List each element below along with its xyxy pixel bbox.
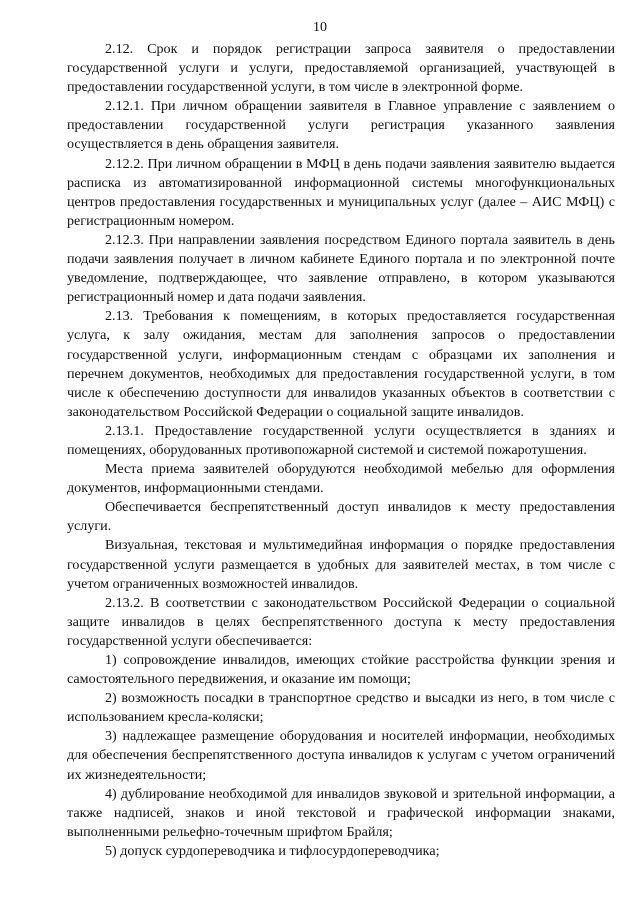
paragraph-2-12-1: 2.12.1. При личном обращении заявителя в Главное управление с заявлением о предоставлении государственной услуги регистрация указанного заявления осуществляется в день обращения заявителя.: [67, 98, 615, 153]
paragraph-2-13: 2.13. Требования к помещениям, в которых предоставляется государственная услуга, к залу ожидания, местам для заполнения запросов о предоставлении государственной услуги, информационным стендам с образцами их заполнения и перечнем документов, необходимых для предоставления государственной услуги, в том числе к обеспечению доступности для инвалидов указанных объектов в соответствии с законодательством Российской Федерации о социальной защите инвалидов.: [67, 308, 615, 420]
list-item-3: 3) надлежащее размещение оборудования и носителей информации, необходимых для обеспечения беспрепятственного доступа инвалидов к услугам с учетом ограничений их жизнедеятельности;: [67, 728, 615, 783]
paragraph-2-12-3: 2.12.3. При направлении заявления посредством Единого портала заявитель в день подачи заявления получает в личном кабинете Единого портала и по электронной почте уведомление, подтверждающее, что заявление отправлено, в котором указываются регистрационный номер и дата подачи заявления.: [67, 231, 615, 306]
paragraph-2-13-2: 2.13.2. В соответствии с законодательством Российской Федерации о социальной защите инвалидов в целях беспрепятственного доступа к месту предоставления государственной услуги обеспечивается:: [67, 594, 615, 649]
list-item-2: 2) возможность посадки в транспортное средство и высадки из него, в том числе с использованием кресла-коляски;: [67, 690, 615, 726]
paragraph-2-12: 2.12. Срок и порядок регистрации запроса заявителя о предоставлении государственной услуги и услуги, предоставляемой организацией, участвующей в предоставлении государственной услуги, в том числе в электронной форме.: [67, 41, 615, 96]
list-item-4: 4) дублирование необходимой для инвалидов звуковой и зрительной информации, а также надписей, знаков и иной текстовой и графической информации знаками, выполненными рельефно-точечным шрифтом Брайля;: [67, 785, 615, 840]
list-item-1: 1) сопровождение инвалидов, имеющих стойкие расстройства функции зрения и самостоятельного передвижения, и оказание им помощи;: [67, 652, 615, 688]
document-body: [67, 40, 615, 861]
paragraph-reception-places: Места приема заявителей оборудуются необходимой мебелью для оформления документов, информационными стендами.: [67, 461, 615, 497]
paragraph-2-12-2: 2.12.2. При личном обращении в МФЦ в день подачи заявления заявителю выдается расписка из автоматизированной информационной системы многофункциональных центров предоставления государственных и муниципальных услуг (далее – АИС МФЦ) с регистрационным номером.: [67, 155, 615, 229]
paragraph-2-13-1: 2.13.1. Предоставление государственной услуги осуществляется в зданиях и помещениях, оборудованных противопожарной системой и системой пожаротушения.: [67, 422, 615, 458]
page-number: 10: [313, 20, 327, 35]
list-item-5: 5) допуск сурдопереводчика и тифлосурдопереводчика;: [105, 842, 440, 859]
paragraph-access: Обеспечивается беспрепятственный доступ инвалидов к месту предоставления услуги.: [67, 499, 615, 535]
paragraph-visual-info: Визуальная, текстовая и мультимедийная информация о порядке предоставления государственной услуги размещается в удобных для заявителей местах, в том числе с учетом ограниченных возможностей инвалидов.: [67, 537, 615, 592]
